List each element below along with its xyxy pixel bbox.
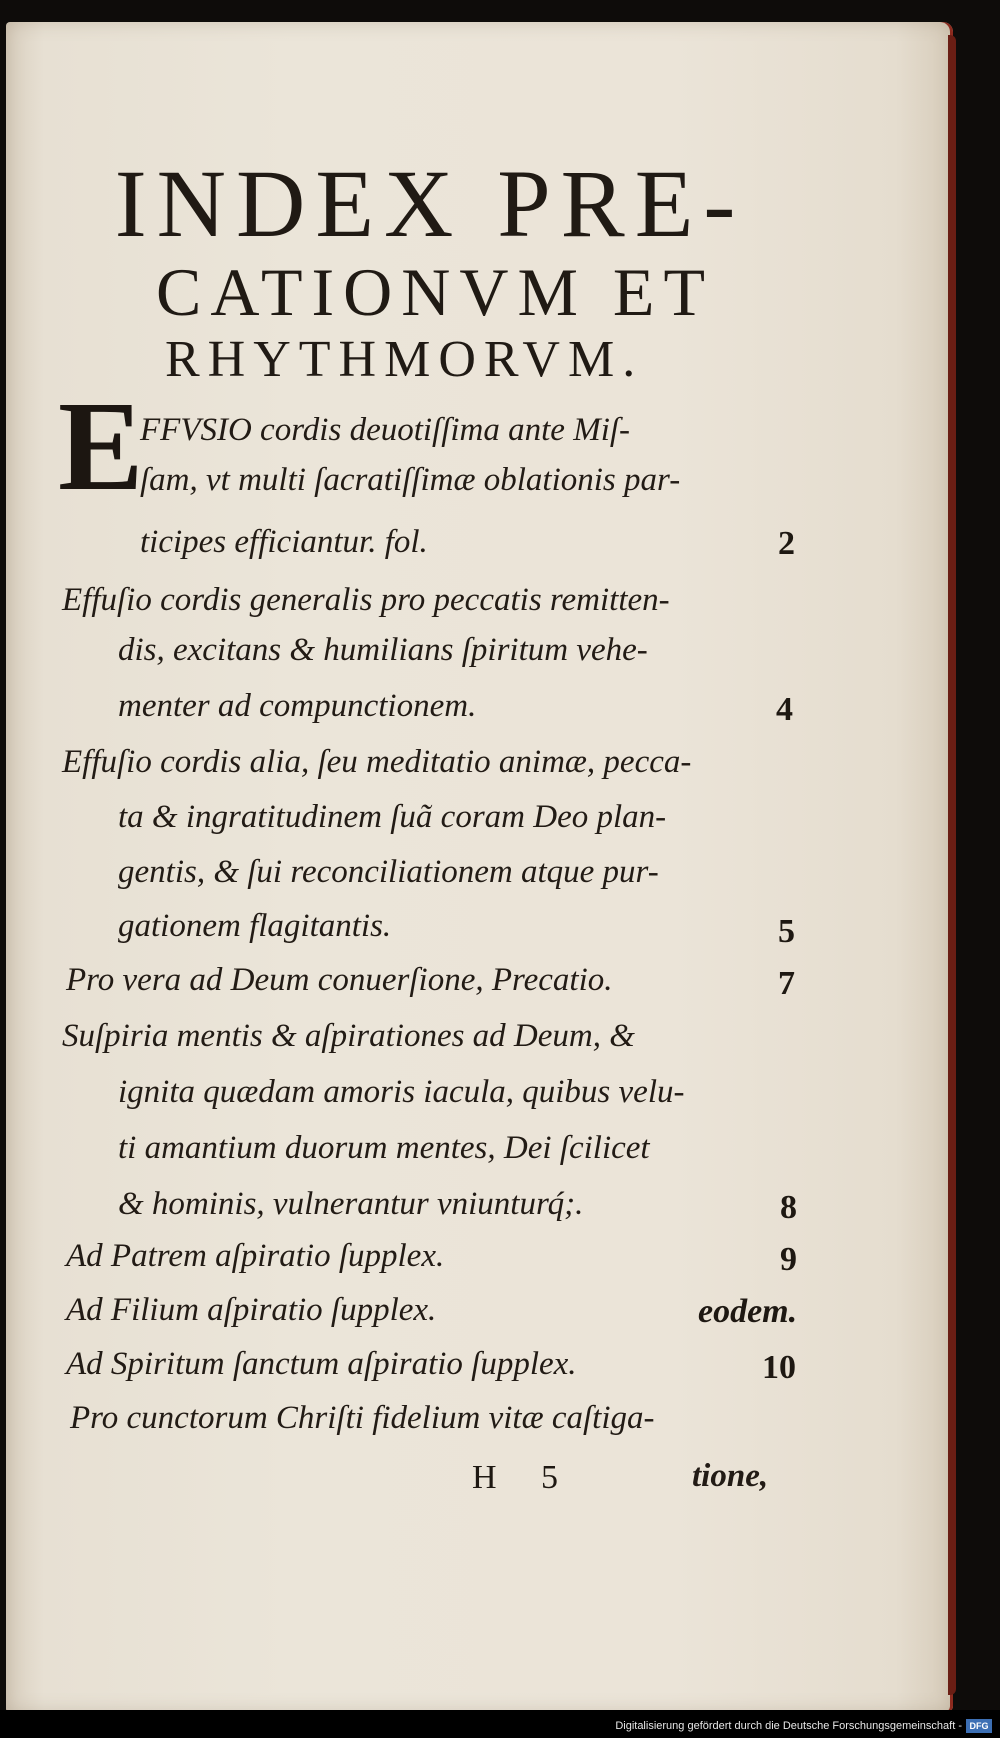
entry-line: ſam, vt multi ſacratiſſimæ oblationis par- [140, 462, 681, 498]
entry-line: Suſpiria mentis & aſpirationes ad Deum, & [62, 1018, 635, 1054]
entry-line: ti amantium duorum mentes, Dei ſcilicet [118, 1130, 650, 1166]
catchword: tione, [692, 1458, 769, 1494]
page-number: 5 [778, 913, 795, 950]
entry-line: Effuſio cordis generalis pro peccatis remitten- [62, 582, 670, 618]
entry-line: Pro vera ad Deum conuerſione, Precatio. [66, 962, 613, 998]
entry-line: dis, excitans & humilians ſpiritum vehe- [118, 632, 648, 668]
entry-line: ignita quædam amoris iacula, quibus velu- [118, 1074, 685, 1110]
page-number: 4 [776, 691, 793, 728]
entry-line: Pro cunctorum Chriſti fidelium vitæ caſtiga- [70, 1400, 655, 1436]
entry-line: ticipes efficiantur. fol. [140, 524, 428, 560]
entry-line: & hominis, vulnerantur vniunturq́;. [118, 1186, 584, 1222]
entry-line: ta & ingratitudinem ſuã coram Deo plan- [118, 799, 667, 835]
entry-line: FFVSIO cordis deuotiſſima ante Miſ- [140, 412, 631, 448]
page-number: 8 [780, 1189, 797, 1226]
entry-line: gationem flagitantis. [118, 908, 392, 944]
signature-mark: H 5 [472, 1459, 577, 1496]
entry-line: gentis, & ſui reconciliationem atque pur- [118, 854, 659, 890]
funding-note: Digitalisierung gefördert durch die Deutsche Forschungsgemeinschaft - [615, 1720, 962, 1732]
dfg-logo: DFG [966, 1719, 992, 1733]
drop-cap: E [58, 375, 144, 517]
entry-line: Effuſio cordis alia, ſeu meditatio animæ, pecca- [62, 744, 692, 780]
page-number: 9 [780, 1241, 797, 1278]
page-number: 7 [778, 965, 795, 1002]
page-number: 10 [762, 1349, 796, 1386]
index-title-line-2: CATIONVM ET [156, 254, 714, 330]
entry-line: Ad Patrem aſpiratio ſupplex. [66, 1238, 445, 1274]
page-number: eodem. [698, 1293, 798, 1330]
entry-line: Ad Filium aſpiratio ſupplex. [66, 1292, 437, 1328]
entry-line: Ad Spiritum ſanctum aſpiratio ſupplex. [66, 1346, 577, 1382]
index-title-line-1: INDEX PRE- [114, 150, 746, 257]
index-title-line-3: RHYTHMORVM. [165, 331, 644, 388]
entry-line: menter ad compunctionem. [118, 688, 477, 724]
page-number: 2 [778, 525, 795, 562]
